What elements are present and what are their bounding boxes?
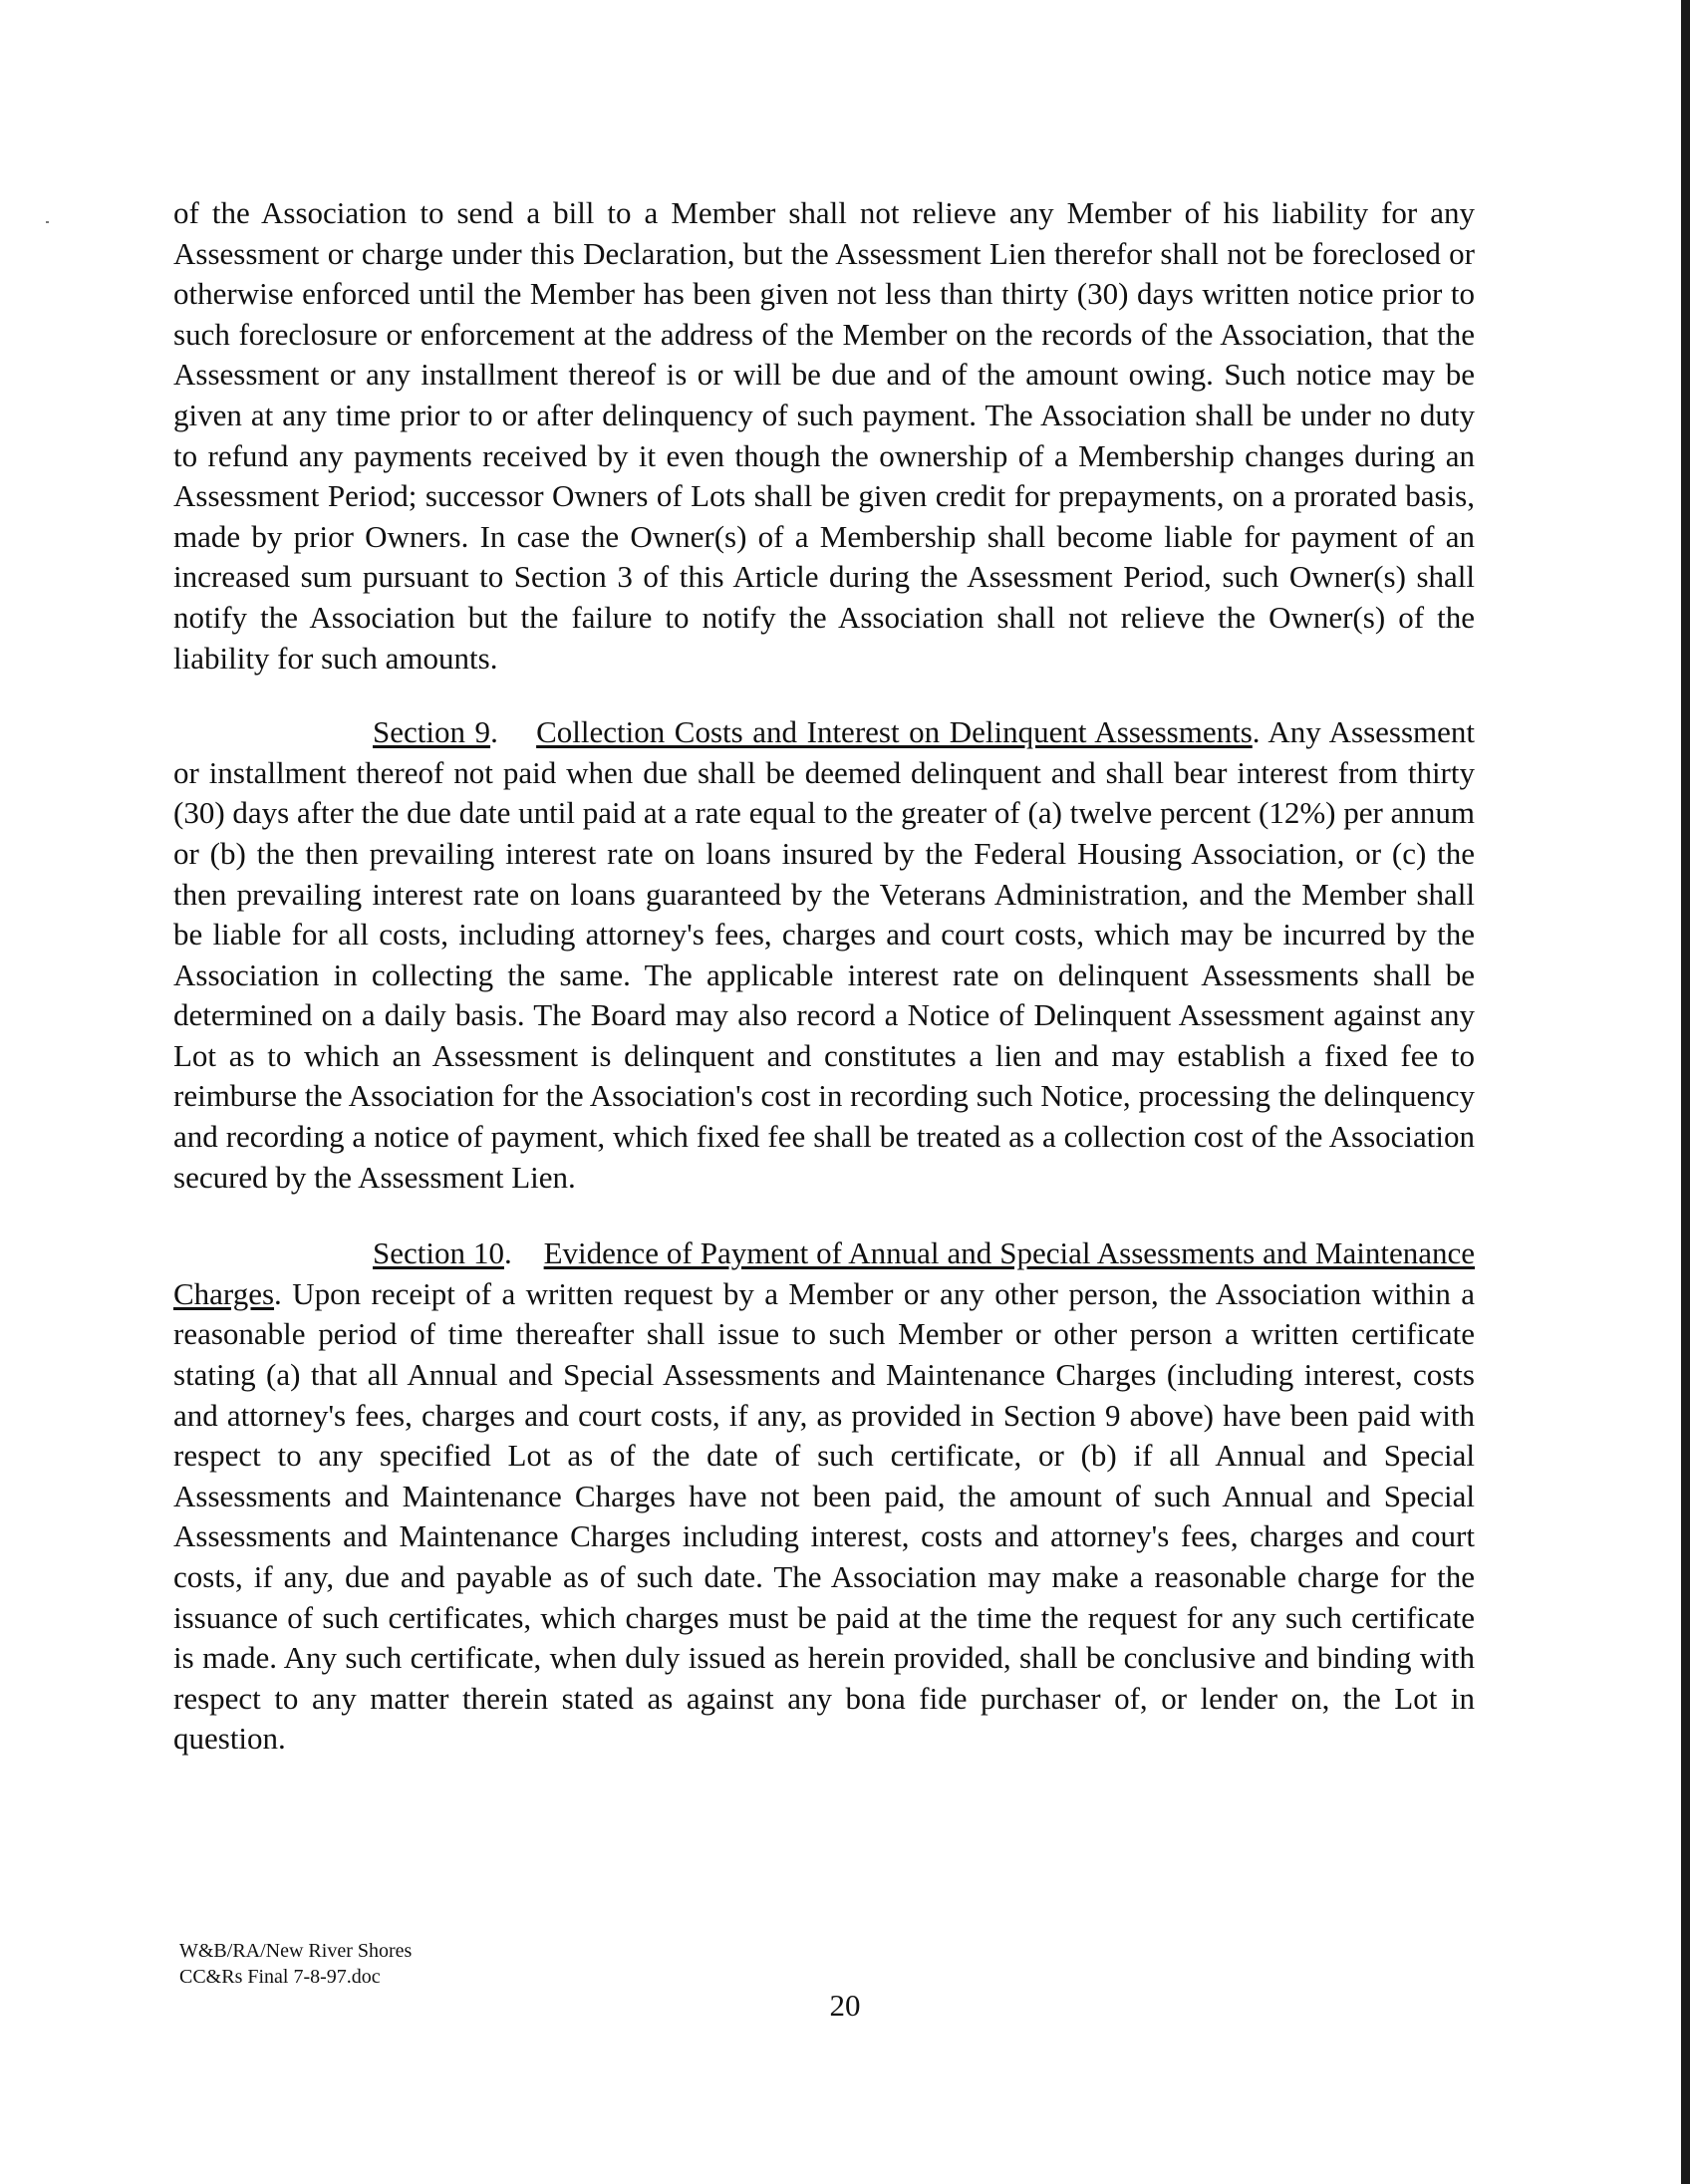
section-10-number: Section 10: [373, 1235, 504, 1271]
section-10-title-period: .: [274, 1275, 282, 1311]
paragraph-continuation: of the Association to send a bill to a Member shall not relieve any Member of his liability for any Assessment or charge under this Declaration, but the Assessment Lien therefor shall not be foreclosed or otherwise enforced until the Member has been given not less than thirty (30) days written notice prior to such foreclosure or enforcement at the address of the Member on the records of the Association, that the Assessment or any installment thereof is or will be due and of the amount owing. Such notice may be given at any time prior to or after delinquency of such payment. The Association shall be under no duty to refund any payments received by it even though the ownership of a Membership changes during an Assessment Period; successor Owners of Lots shall be given credit for prepayments, on a prorated basis, made by prior Owners. In case the Owner(s) of a Membership shall become liable for payment of an increased sum pursuant to Section 3 of this Article during the Assessment Period, such Owner(s) shall notify the Association but the failure to notify the Association shall not relieve the Owner(s) of the liability for such amounts.: [173, 195, 1475, 676]
section-9-number: Section 9: [373, 714, 491, 750]
section-10-title: Evidence of Payment of Annual and Special Assessments and Maintenance Charges: [173, 1235, 1475, 1311]
section-10-number-period: .: [503, 1235, 512, 1271]
section-9-title-period: .: [1252, 714, 1261, 750]
footer-file-reference: [179, 1938, 412, 1990]
footer-ref-line-2: CC&Rs Final 7-8-97.doc: [179, 1966, 381, 1988]
section-9-paragraph: [173, 712, 1475, 1198]
page-number: 20: [829, 1988, 861, 2023]
scan-edge-bar: [1681, 0, 1690, 2184]
section-9-title: Collection Costs and Interest on Delinquent Assessments: [536, 714, 1253, 750]
scan-speck: [46, 221, 49, 223]
section-9-body: Any Assessment or installment thereof not paid when due shall be deemed delinquent and shall bear interest from thirty (30) days after the due date until paid at a rate equal to the greater of (a) twelve percent (12%) per annum or (b) the then prevailing interest rate on loans insured by the Federal Housing Association, or (c) the then prevailing interest rate on loans guaranteed by the Veterans Administration, and the Member shall be liable for all costs, including attorney's fees, charges and court costs, which may be incurred by the Association in collecting the same. The applicable interest rate on delinquent Assessments shall be determined on a daily basis. The Board may also record a Notice of Delinquent Assessment against any Lot as to which an Assessment is delinquent and constitutes a lien and may establish a fixed fee to reimburse the Association for the Association's cost in recording such Notice, processing the delinquency and recording a notice of payment, which fixed fee shall be treated as a collection cost of the Association secured by the Assessment Lien.: [173, 714, 1476, 1195]
section-10-paragraph: [173, 1233, 1475, 1760]
document-body: [173, 193, 1475, 1795]
section-10-body: Upon receipt of a written request by a Member or any other person, the Association within a reasonable period of time thereafter shall issue to such Member or other person a written certificate stating (a) that all Annual and Special Assessments and Maintenance Charges (including interest, costs and attorney's fees, charges and court costs, if any, as provided in Section 9 above) have been paid with respect to any specified Lot as of the date of such certificate, or (b) if all Annual and Special Assessments and Maintenance Charges have not been paid, the amount of such Annual and Special Assessments and Maintenance Charges including interest, costs and attorney's fees, charges and court costs, if any, due and payable as of such date. The Association may make a reasonable charge for the issuance of such certificates, which charges must be paid at the time the request for any such certificate is made. Any such certificate, when duly issued as herein provided, shall be conclusive and binding with respect to any matter therein stated as against any bona fide purchaser of, or lender on, the Lot in question.: [173, 1275, 1475, 1757]
section-9-number-period: .: [490, 714, 498, 750]
footer-ref-line-1: W&B/RA/New River Shores: [179, 1940, 413, 1962]
